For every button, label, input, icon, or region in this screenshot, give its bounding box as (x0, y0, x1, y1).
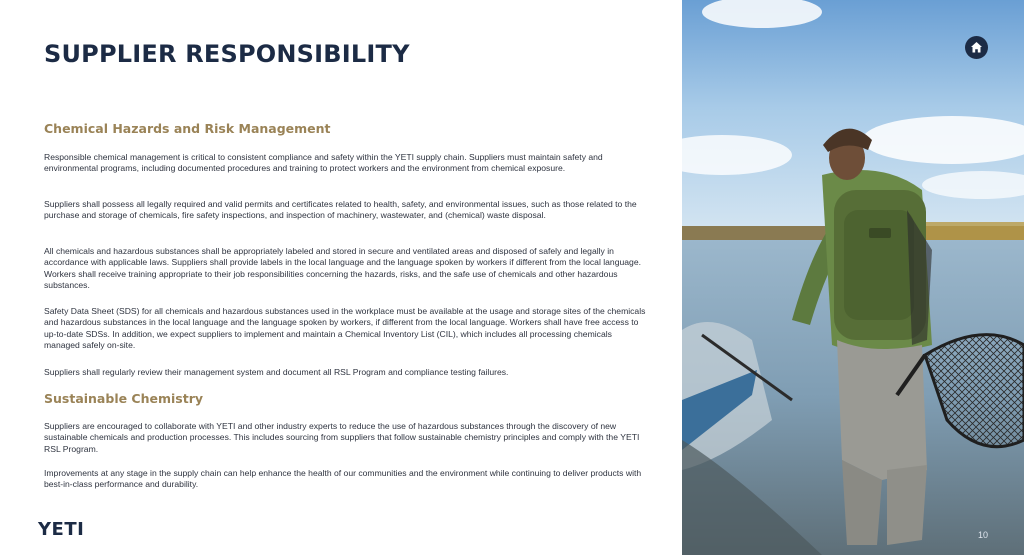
page-title: SUPPLIER RESPONSIBILITY (44, 40, 410, 68)
yeti-logo: YETI (38, 519, 85, 540)
paragraph: Suppliers shall possess all legally required and valid permits and certificates related to health, safety, and environmental issues, such as those related to the purchase and storage of chemicals, fire safety inspections, and inspection of machinery, wastewater, and (chemical) waste disposal. (44, 199, 637, 221)
home-button[interactable] (965, 36, 988, 59)
paragraph: Suppliers are encouraged to collaborate with YETI and other industry experts to reduce the use of hazardous substances through the discovery of new sustainable chemicals and production processes. This includes sourcing from suppliers that follow sustainable chemistry principles and comply with the YETI RSL Program. (44, 421, 640, 454)
paragraph: All chemicals and hazardous substances shall be appropriately labeled and stored in secure and ventilated areas and disposed of safely and legally in accordance with applicable laws. Suppliers shall provide labels in the local language and the language spoken by workers if different from the local language. Workers shall receive training appropriate to their job responsibilities concerning the hazards, risks, and the safe use of chemicals and other hazardous substances. (44, 246, 641, 291)
home-icon (970, 41, 983, 54)
page-number: 10 (978, 530, 989, 540)
hero-photo (682, 0, 1024, 555)
paragraph: Improvements at any stage in the supply chain can help enhance the health of our communities and the environment while continuing to deliver products with best-in-class performance and durability. (44, 468, 642, 490)
paragraph: Responsible chemical management is critical to consistent compliance and safety within the YETI supply chain. Suppliers must maintain safety and environmental programs, including documented procedures and training to protect workers and the environment from chemical exposure. (44, 152, 603, 174)
section-heading-sustainable-chemistry: Sustainable Chemistry (44, 391, 204, 406)
paragraph: Safety Data Sheet (SDS) for all chemicals and hazardous substances used in the workplace must be available at the usage and storage sites of the chemicals and hazardous substances in the local language and the language spoken by workers, if different from the local language. Workers shall have free access to up-to-date SDSs. In addition, we expect suppliers to implement and maintain a Chemical Inventory List (CIL), which includes all processing chemicals managed safely on-site. (44, 306, 646, 351)
fisherman-photo (682, 0, 1024, 555)
section-heading-chemical-hazards: Chemical Hazards and Risk Management (44, 121, 331, 136)
paragraph: Suppliers shall regularly review their management system and document all RSL Program and compliance testing failures. (44, 367, 509, 377)
